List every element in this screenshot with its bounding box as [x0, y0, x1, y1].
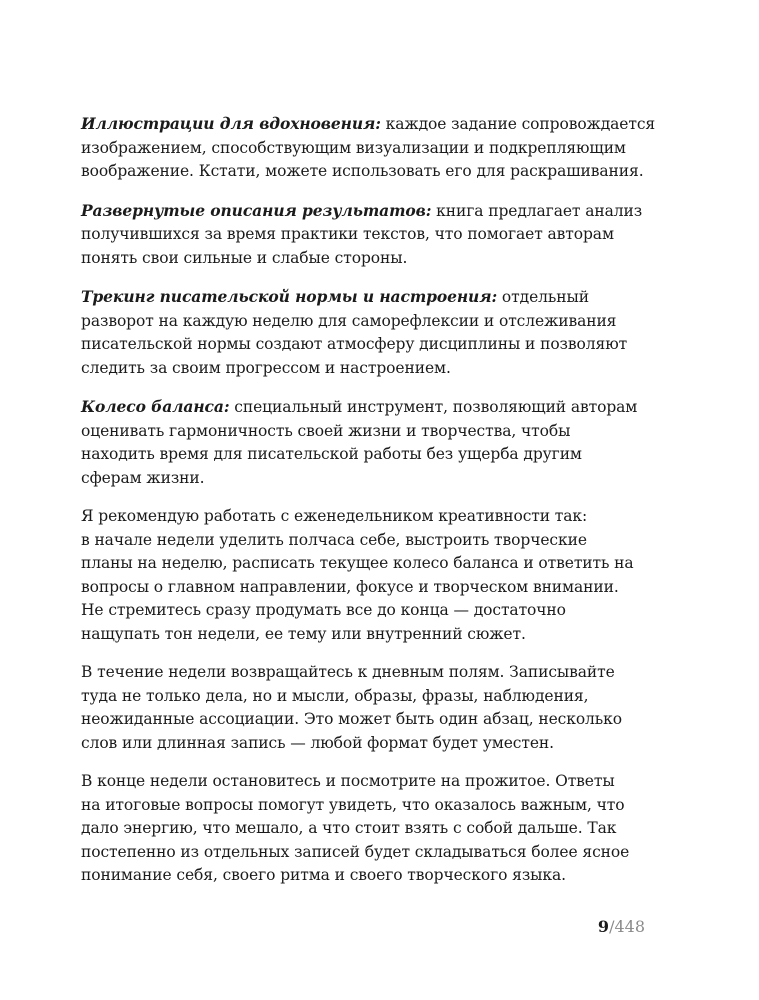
page-number-separator: / [609, 917, 615, 936]
line-text: отдельный [497, 288, 589, 306]
text-line: постепенно из отдельных записей будет складываться более ясное [81, 842, 630, 861]
page-number-total: 448 [614, 917, 645, 936]
line-text: специальный инструмент, позволяющий авторам [229, 398, 638, 416]
line-text: каждое задание сопровождается [380, 115, 656, 133]
text-line: Не стремитесь сразу продумать все до конца — достаточно [81, 601, 566, 619]
term-label: Трекинг писательской нормы и настроения: [81, 287, 498, 306]
text-line [81, 112, 681, 137]
text-line: изображением, способствующим визуализации и подкрепляющим [81, 138, 626, 157]
page-number [598, 917, 645, 936]
text-line [81, 285, 681, 310]
term-label: Колесо баланса: [81, 397, 230, 416]
text-line: получившихся за время практики текстов, что помогает авторам [81, 225, 614, 243]
text-line [81, 395, 681, 420]
text-line: разворот на каждую неделю для саморефлексии и отслеживания [81, 311, 617, 330]
text-line: слов или длинная запись — любой формат будет уместен. [81, 733, 554, 752]
page-body [81, 112, 681, 888]
text-line: Я рекомендую работать с еженедельником креативности так: [81, 507, 588, 525]
text-line: дало энергию, что мешало, а что стоит взять с собой дальше. Так [81, 819, 617, 837]
paragraph-illustrations [81, 112, 681, 184]
text-line: оценивать гармоничность своей жизни и творчества, чтобы [81, 421, 571, 440]
page-number-current: 9 [597, 917, 610, 936]
paragraph-end-of-week [81, 770, 681, 888]
text-line: туда не только дела, но и мысли, образы, фразы, наблюдения, [81, 686, 589, 705]
text-line: вопросы о главном направлении, фокусе и творческом внимании. [81, 577, 619, 596]
paragraph-recommendation [81, 505, 681, 646]
text-line: планы на неделю, расписать текущее колесо баланса и ответить на [81, 554, 634, 572]
text-line: на итоговые вопросы помогут увидеть, что оказалось важным, что [81, 795, 625, 814]
text-line: нащупать тон недели, ее тему или внутренний сюжет. [81, 624, 526, 643]
paragraph-balance-wheel [81, 395, 681, 490]
text-line: В течение недели возвращайтесь к дневным полям. Записывайте [81, 663, 615, 681]
text-line: в начале недели уделить полчаса себе, выстроить творческие [81, 530, 587, 549]
text-line: понимание себя, своего ритма и своего творческого языка. [81, 866, 566, 884]
text-line: неожиданные ассоциации. Это может быть один абзац, несколько [81, 710, 622, 728]
term-label: Иллюстрации для вдохновения: [81, 114, 381, 133]
text-line: понять свои сильные и слабые стороны. [81, 248, 408, 267]
line-text: книга предлагает анализ [431, 201, 643, 220]
text-line: В конце недели остановитесь и посмотрите на прожитое. Ответы [81, 772, 615, 790]
text-line: воображение. Кстати, можете использовать его для раскрашивания. [81, 162, 644, 180]
text-line: сферам жизни. [81, 468, 205, 487]
text-line: следить за своим прогрессом и настроением. [81, 358, 451, 377]
paragraph-results [81, 199, 681, 271]
paragraph-tracking [81, 285, 681, 380]
text-line: находить время для писательской работы без ущерба другим [81, 445, 582, 463]
term-label: Развернутые описания результатов: [81, 200, 432, 220]
text-line: писательской нормы создают атмосферу дисциплины и позволяют [81, 335, 628, 353]
paragraph-during-week [81, 661, 681, 755]
text-line [81, 199, 681, 224]
